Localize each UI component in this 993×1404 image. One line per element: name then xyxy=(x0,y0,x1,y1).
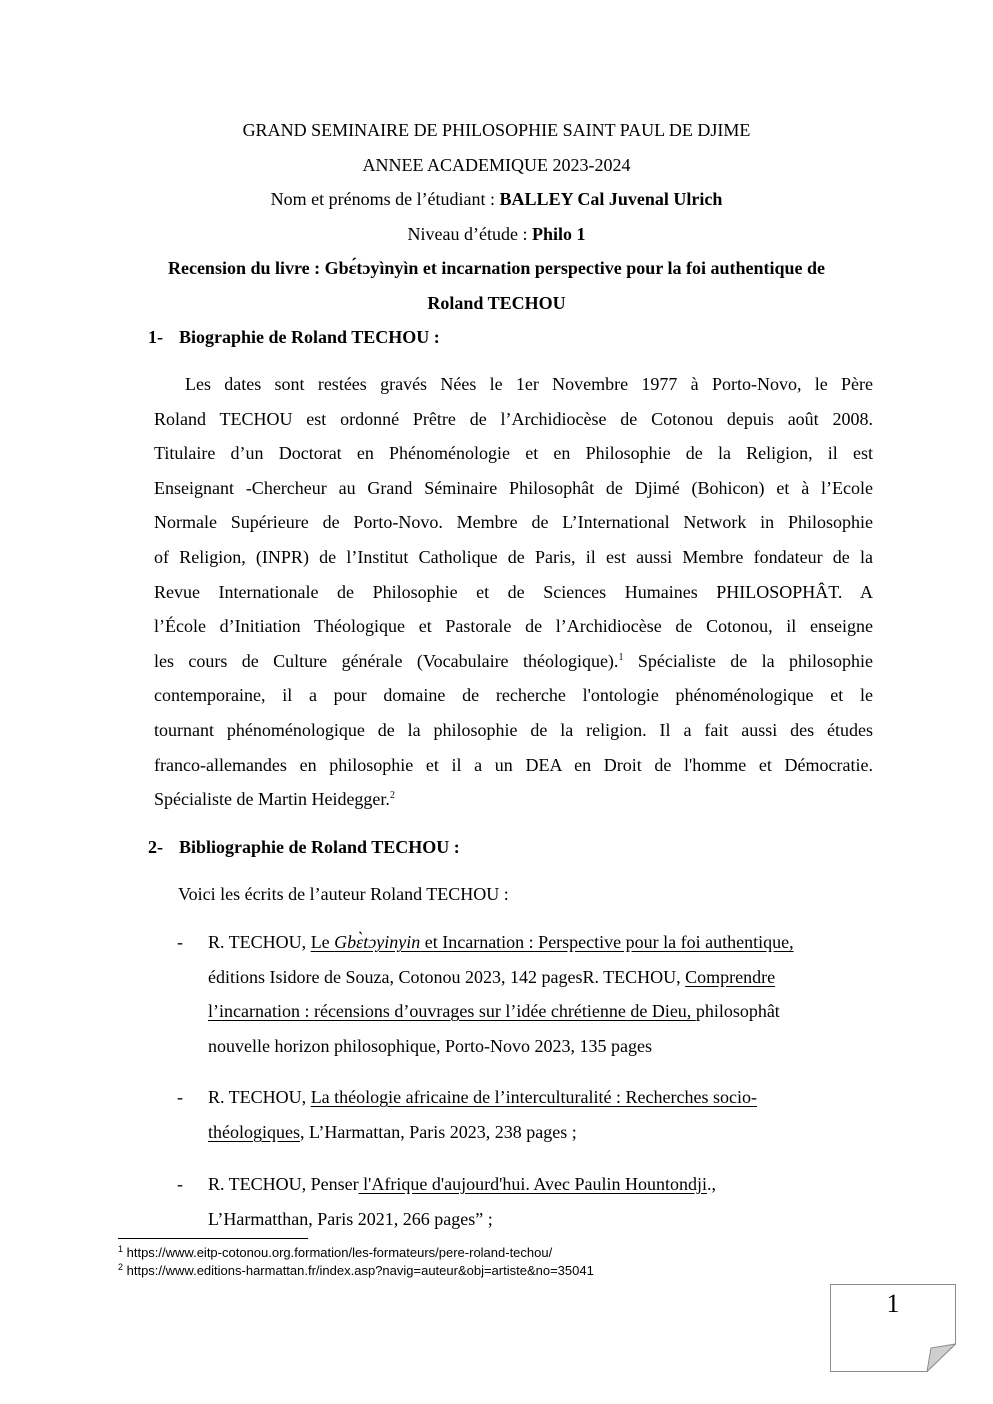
bio-line-part: Spécialiste de la philosophie xyxy=(637,650,874,671)
section-2-number: 2- xyxy=(148,837,163,857)
bio-line: Enseignant -Chercheur au Grand Séminaire Philosophât de Djimé (Bohicon) et à l’Ecole xyxy=(154,477,873,498)
student-line xyxy=(0,189,993,209)
bib-author: R. TECHOU, xyxy=(208,932,311,952)
bib-author: R. TECHOU, Penser xyxy=(208,1174,359,1194)
bib-line xyxy=(208,1121,577,1143)
bio-line: of Religion, (INPR) de l’Institut Catholique de Paris, il est aussi Membre fondateur de la xyxy=(154,546,873,567)
bib-line xyxy=(208,1035,652,1057)
bib-publisher: , L’Harmattan, Paris 2023, 238 pages ; xyxy=(300,1122,577,1142)
footnote-ref-1[interactable]: 1 xyxy=(618,651,624,663)
bib-line xyxy=(208,966,775,988)
footnote-number: 1 xyxy=(118,1244,124,1254)
institution-name: GRAND SEMINAIRE DE PHILOSOPHIE SAINT PAUL DE DJIME xyxy=(242,120,751,140)
bibliography-intro: Voici les écrits de l’auteur Roland TECHOU : xyxy=(178,884,509,904)
bio-line: Roland TECHOU est ordonné Prêtre de l’Archidiocèse de Cotonou depuis août 2008. xyxy=(154,408,873,429)
level-label: Niveau d’étude : xyxy=(407,224,532,244)
bib-title: Comprendre xyxy=(685,967,776,987)
document-title-line-2: Roland TECHOU xyxy=(427,293,566,313)
bib-title-italic: Gbɛ̀tɔyinyin xyxy=(334,932,421,952)
section-1-number: 1- xyxy=(148,327,163,347)
document-title-line-1: Recension du livre : Gbɛ́tɔyìnyìn et incarnation perspective pour la foi authentique de xyxy=(167,258,826,278)
bib-publisher: philosophât xyxy=(695,1001,780,1021)
bib-line: L’Harmatthan, Paris 2021, 266 pages” ; xyxy=(208,1209,493,1229)
list-dash: - xyxy=(177,932,183,952)
bib-line xyxy=(208,1173,716,1195)
bib-line xyxy=(208,931,794,953)
bio-line: Revue Internationale de Philosophie et de Sciences Humaines PHILOSOPHÂT. A xyxy=(154,581,873,602)
footnote-link[interactable]: https://www.eitp-cotonou.org.formation/les-formateurs/pere-roland-techou/ xyxy=(123,1245,553,1260)
bib-author: R. TECHOU, xyxy=(582,967,686,987)
section-1-heading xyxy=(148,327,440,347)
level-line xyxy=(0,224,993,244)
bib-title: l'Afrique d'aujourd'hui. Avec Paulin Hountondji xyxy=(358,1174,708,1194)
footnote-separator xyxy=(118,1238,308,1239)
bib-title: théologiques xyxy=(208,1122,300,1142)
section-2-title: Bibliographie de Roland TECHOU : xyxy=(179,837,460,857)
list-dash: - xyxy=(177,1174,183,1194)
bio-line: Titulaire d’un Doctorat en Phénoménologie et en Philosophie de la Religion, il est xyxy=(154,443,873,464)
bio-line: contemporaine, il a pour domaine de recherche l'ontologie phénoménologique et le xyxy=(154,685,873,706)
bib-title: La théologie africaine de l’interculturalité : Recherches socio- xyxy=(310,1087,757,1107)
bib-title-part: Le xyxy=(310,932,335,952)
academic-year: ANNEE ACADEMIQUE 2023-2024 xyxy=(362,155,631,175)
bib-publisher: ., xyxy=(707,1174,717,1194)
bib-publisher: éditions Isidore de Souza, Cotonou 2023, 142 pages xyxy=(208,967,583,987)
level-value: Philo 1 xyxy=(531,224,586,244)
bio-line-part: Spécialiste de Martin Heidegger. xyxy=(154,789,390,810)
bib-title xyxy=(311,932,794,952)
footnote-number: 2 xyxy=(118,1262,124,1272)
bib-line xyxy=(208,1086,757,1108)
bio-line: franco-allemandes en philosophie et il a un DEA en Droit de l'homme et Démocratie. xyxy=(154,754,873,775)
bib-line xyxy=(208,1000,780,1022)
section-2-heading xyxy=(148,837,460,857)
section-1-title: Biographie de Roland TECHOU : xyxy=(179,327,440,347)
footnote-2 xyxy=(118,1263,594,1279)
bio-line: l’École d’Initiation Théologique et Pastorale de l’Archidiocèse de Cotonou, il enseigne xyxy=(154,616,873,637)
page-number: 1 xyxy=(886,1289,900,1318)
bib-title: l’incarnation : récensions d’ouvrages sur l’idée chrétienne de Dieu, xyxy=(208,1001,696,1021)
student-name: BALLEY Cal Juvenal Ulrich xyxy=(499,189,723,209)
student-label: Nom et prénoms de l’étudiant : xyxy=(270,189,500,209)
bio-line: Les dates sont restées gravés Nées le 1er Novembre 1977 à Porto-Novo, le Père xyxy=(185,374,873,394)
footnote-link[interactable]: https://www.editions-harmattan.fr/index.asp?navig=auteur&obj=artiste&no=35041 xyxy=(123,1263,594,1278)
bio-line-part: les cours de Culture générale (Vocabulaire théologique). xyxy=(154,650,619,671)
bib-publisher: nouvelle horizon philosophique, Porto-Novo 2023, 135 pages xyxy=(208,1036,652,1056)
bib-author: R. TECHOU, xyxy=(208,1087,311,1107)
bio-line: Normale Supérieure de Porto-Novo. Membre de L’International Network in Philosophie xyxy=(154,512,873,533)
bio-line: tournant phénoménologique de la philosophie de la religion. Il a fait aussi des études xyxy=(154,719,873,740)
page-number-box xyxy=(830,1284,956,1372)
bio-line xyxy=(154,782,873,817)
footnote-ref-2[interactable]: 2 xyxy=(389,790,395,802)
bio-line xyxy=(154,644,873,679)
biography-paragraph xyxy=(154,367,873,817)
list-dash: - xyxy=(177,1087,183,1107)
bib-title-part: et Incarnation : Perspective pour la foi authentique, xyxy=(420,932,794,952)
footnote-1 xyxy=(118,1245,552,1261)
